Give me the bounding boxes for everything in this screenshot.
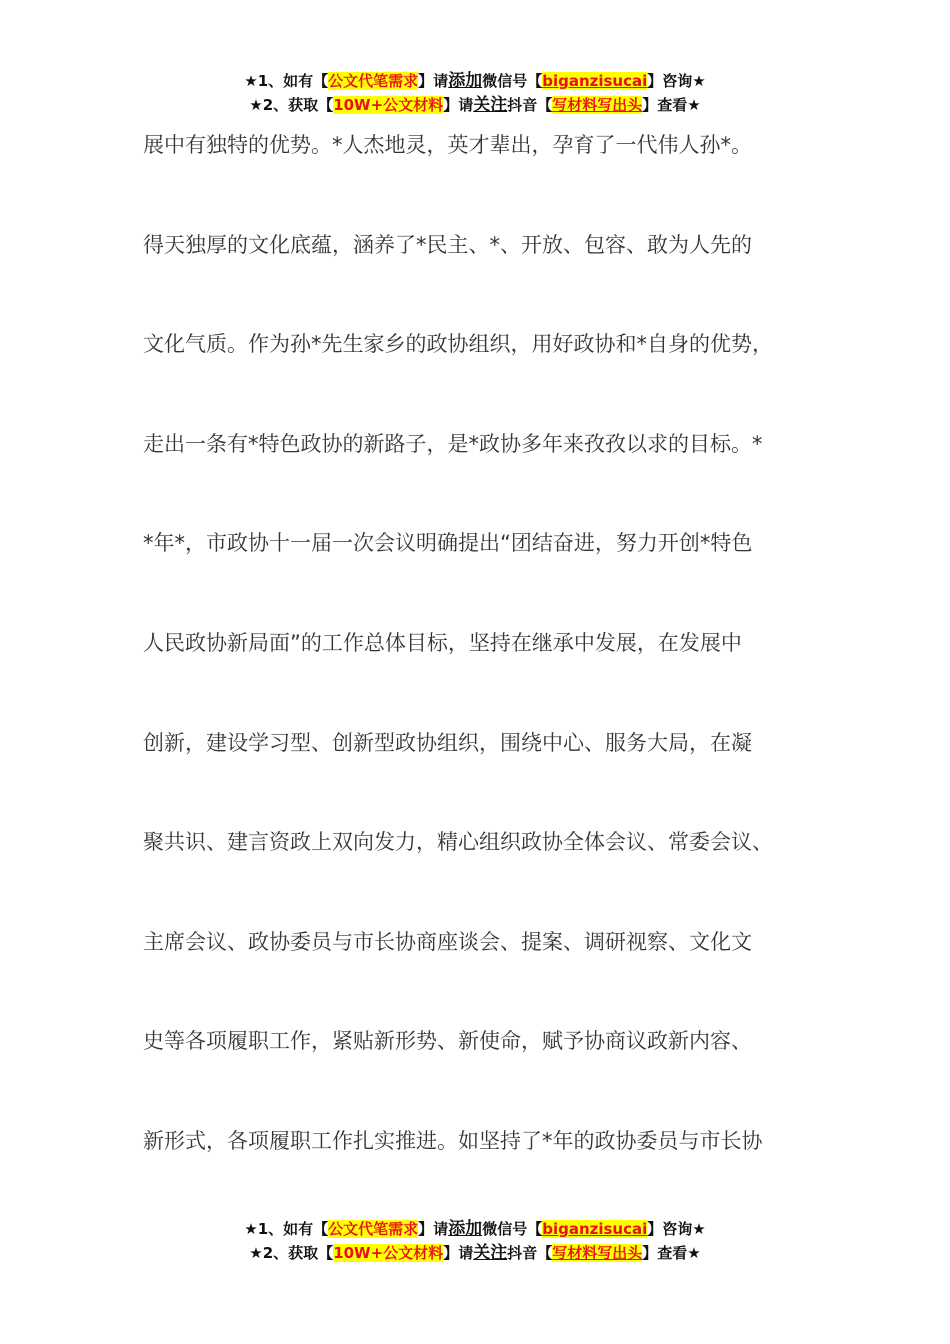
banner-line-2 bbox=[0, 1241, 950, 1265]
top-banner bbox=[0, 69, 950, 117]
body-line: 主席会议、政协委员与市长协商座谈会、提案、调研视察、文化文 bbox=[143, 929, 752, 954]
banner-text: 】查看★ bbox=[642, 96, 701, 114]
bottom-banner bbox=[0, 1217, 950, 1265]
highlight-service: 公文代笔需求 bbox=[328, 1220, 419, 1238]
body-line: 创新，建设学习型、创新型政协组织，围绕中心、服务大局，在凝 bbox=[143, 730, 752, 755]
highlight-service: 公文代笔需求 bbox=[328, 72, 419, 90]
banner-text: ★2、获取【 bbox=[249, 96, 334, 114]
body-line: 聚共识、建言资政上双向发力，精心组织政协全体会议、常委会议、 bbox=[143, 830, 773, 855]
wechat-id: biganzisucai bbox=[542, 1220, 648, 1238]
banner-text: 】请 bbox=[418, 72, 449, 90]
banner-text: 微信号【 bbox=[482, 72, 543, 90]
banner-text: 】咨询★ bbox=[647, 1220, 706, 1238]
banner-text: 】请 bbox=[443, 96, 474, 114]
douyin-account: 写材料写出头 bbox=[552, 1244, 643, 1262]
banner-text: 微信号【 bbox=[482, 1220, 543, 1238]
emphasis-add: 添加 bbox=[448, 71, 483, 91]
douyin-account: 写材料写出头 bbox=[552, 96, 643, 114]
body-line: 新形式，各项履职工作扎实推进。如坚持了*年的政协委员与市长协 bbox=[143, 1128, 763, 1153]
body-line: 得天独厚的文化底蕴，涵养了*民主、*、开放、包容、敢为人先的 bbox=[143, 232, 752, 257]
body-line: 文化气质。作为孙*先生家乡的政协组织，用好政协和*自身的优势， bbox=[143, 332, 773, 357]
wechat-id: biganzisucai bbox=[542, 72, 648, 90]
banner-text: ★2、获取【 bbox=[249, 1244, 334, 1262]
banner-text: 】请 bbox=[418, 1220, 449, 1238]
banner-text: ★1、如有【 bbox=[244, 1220, 329, 1238]
highlight-materials: 10W+公文材料 bbox=[333, 1244, 444, 1262]
banner-text: 】查看★ bbox=[642, 1244, 701, 1262]
banner-text: 】请 bbox=[443, 1244, 474, 1262]
body-line: *年*，市政协十一届一次会议明确提出“团结奋进，努力开创*特色 bbox=[143, 531, 753, 556]
banner-text: 】咨询★ bbox=[647, 72, 706, 90]
emphasis-add: 添加 bbox=[448, 1219, 483, 1239]
emphasis-follow: 关注 bbox=[473, 1243, 508, 1263]
banner-line-1 bbox=[0, 1217, 950, 1241]
highlight-materials: 10W+公文材料 bbox=[333, 96, 444, 114]
banner-text: 抖音【 bbox=[507, 96, 553, 114]
body-line: 史等各项履职工作，紧贴新形势、新使命，赋予协商议政新内容、 bbox=[143, 1029, 752, 1054]
banner-text: 抖音【 bbox=[507, 1244, 553, 1262]
body-line: 展中有独特的优势。*人杰地灵，英才辈出，孕育了一代伟人孙*。 bbox=[143, 133, 752, 157]
banner-line-1 bbox=[0, 69, 950, 93]
body-line: 走出一条有*特色政协的新路子，是*政协多年来孜孜以求的目标。* bbox=[143, 431, 763, 456]
document-body bbox=[143, 120, 843, 1216]
body-line: 人民政协新局面”的工作总体目标，坚持在继承中发展，在发展中 bbox=[143, 630, 742, 655]
banner-line-2 bbox=[0, 93, 950, 117]
banner-text: ★1、如有【 bbox=[244, 72, 329, 90]
emphasis-follow: 关注 bbox=[473, 95, 508, 115]
